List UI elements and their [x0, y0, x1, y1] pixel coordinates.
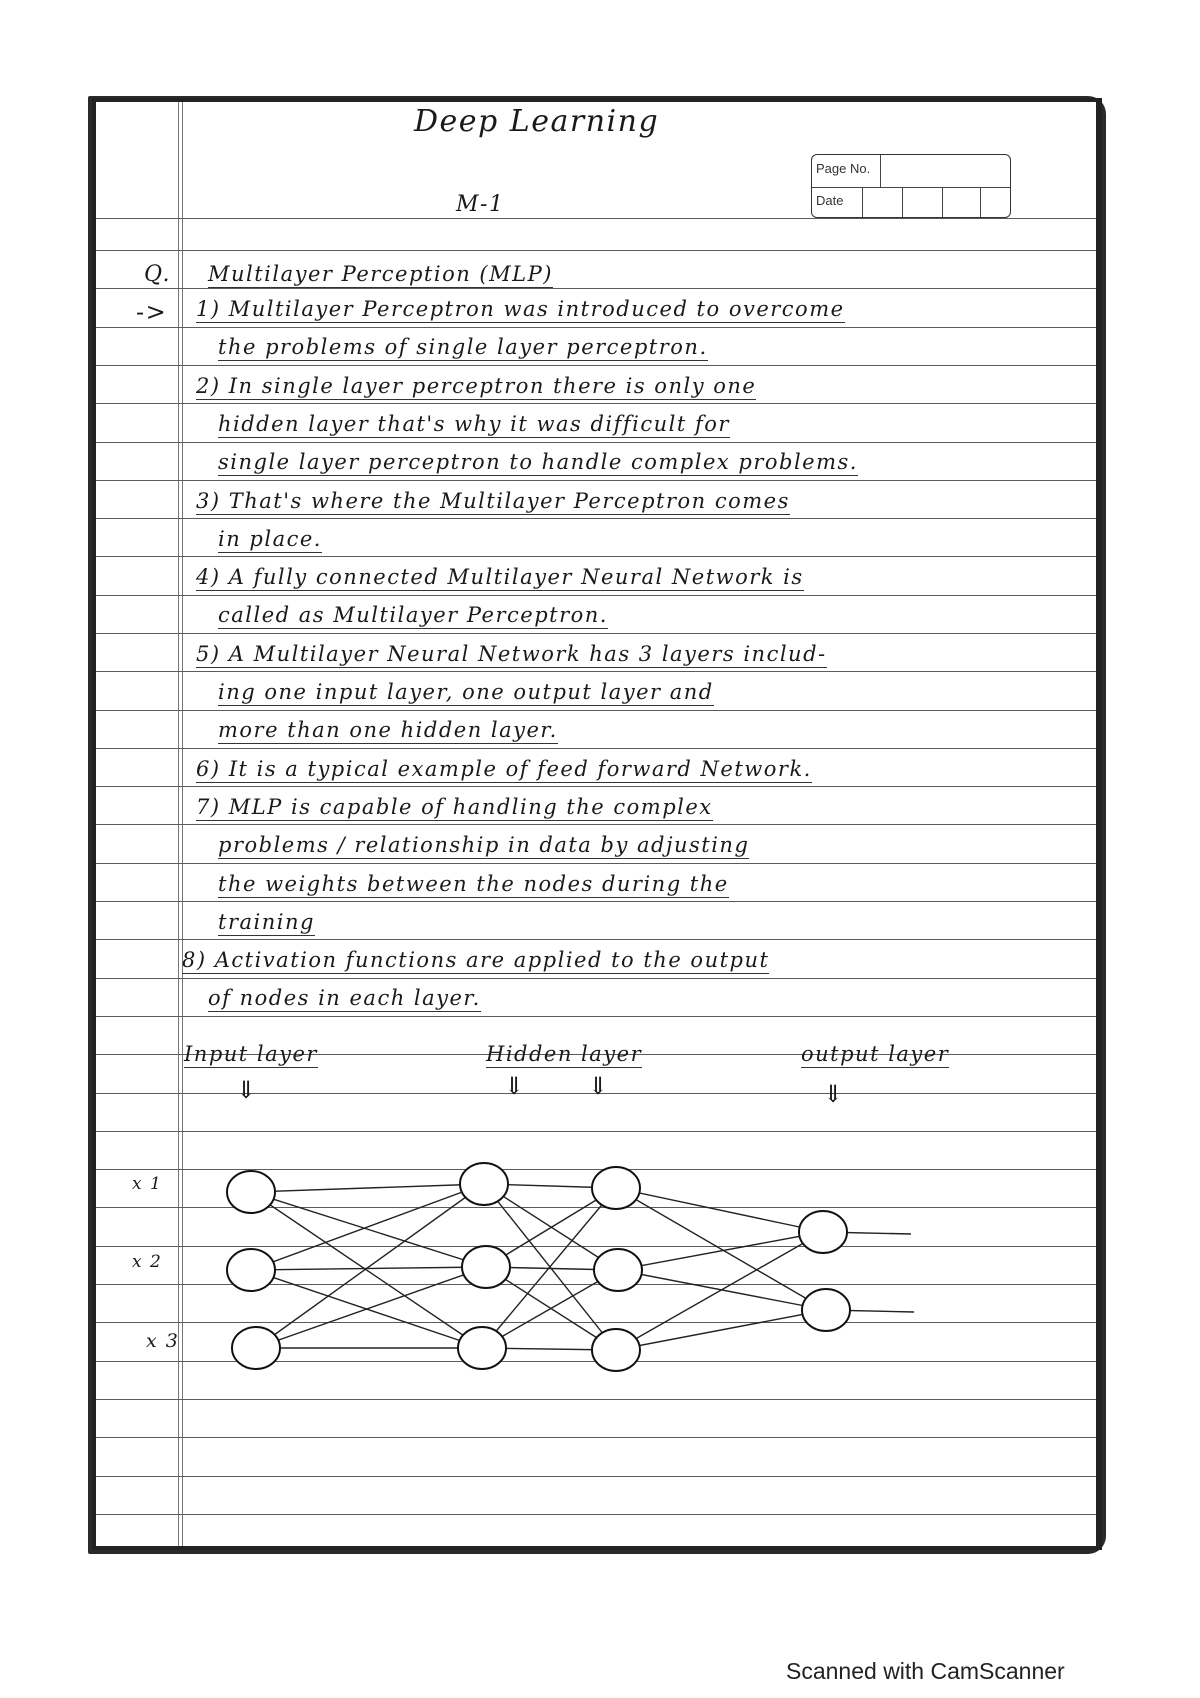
- network-drawing: [96, 1032, 1100, 1432]
- ruled-line: [96, 786, 1096, 787]
- hidden1-node: [458, 1327, 506, 1369]
- ruled-line: [96, 480, 1096, 481]
- ruled-line: [96, 1437, 1096, 1438]
- connection-hidden2-output: [616, 1310, 826, 1350]
- ruled-line: [96, 442, 1096, 443]
- hidden-layer-label: Hidden layer: [486, 1042, 643, 1066]
- answer-line: single layer perceptron to handle complex problems.: [218, 450, 858, 474]
- connection-hidden2-output: [618, 1232, 823, 1270]
- hidden2-node: [594, 1249, 642, 1291]
- connection-hidden2-output: [616, 1188, 823, 1232]
- ruled-line: [96, 671, 1096, 672]
- hidden1-node: [460, 1163, 508, 1205]
- module-label: M-1: [456, 192, 505, 217]
- answer-line: 2) In single layer perceptron there is only one: [196, 374, 757, 398]
- hidden1-node: [462, 1246, 510, 1288]
- question-heading: Multilayer Perception (MLP): [208, 262, 553, 286]
- answer-line: the problems of single layer perceptron.: [218, 335, 708, 359]
- mlp-diagram: [96, 1032, 1100, 1432]
- input-layer-label: Input layer: [184, 1042, 318, 1066]
- ruled-line: [96, 1476, 1096, 1477]
- output-arrow: ⇓: [823, 1080, 845, 1108]
- answer-line: called as Multilayer Perceptron.: [218, 603, 608, 627]
- ruled-line: [96, 1016, 1096, 1017]
- answer-line: hidden layer that's why it was difficult for: [218, 412, 730, 436]
- output-node: [799, 1211, 847, 1253]
- answer-line: more than one hidden layer.: [218, 718, 558, 742]
- answer-line: 4) A fully connected Multilayer Neural Network is: [196, 565, 804, 589]
- hidden2-node: [592, 1329, 640, 1371]
- ruled-line: [96, 863, 1096, 864]
- input-node: [227, 1249, 275, 1291]
- hidden-arrow-2: ⇓: [588, 1072, 610, 1100]
- ruled-line: [96, 556, 1096, 557]
- input-label-x1: x 1: [132, 1174, 163, 1194]
- input-node: [232, 1327, 280, 1369]
- ruled-line: [96, 748, 1096, 749]
- answer-line: training: [218, 910, 315, 934]
- answer-marker: ->: [136, 298, 168, 326]
- hidden2-node: [592, 1167, 640, 1209]
- answer-line: ing one input layer, one output layer and: [218, 680, 714, 704]
- connection-input-hidden1: [251, 1184, 484, 1192]
- ruled-line: [96, 288, 1096, 289]
- ruled-line: [96, 939, 1096, 940]
- page-title: Deep Learning: [414, 104, 660, 139]
- ruled-line: [96, 595, 1096, 596]
- ruled-line: [96, 250, 1096, 251]
- answer-line: 8) Activation functions are applied to the output: [182, 948, 770, 972]
- connection-input-hidden1: [256, 1184, 484, 1348]
- ruled-line: [96, 365, 1096, 366]
- answer-line: problems / relationship in data by adjusting: [218, 833, 750, 857]
- ruled-line: [96, 403, 1096, 404]
- answer-line: in place.: [218, 527, 322, 551]
- input-node: [227, 1171, 275, 1213]
- output-layer-label: output layer: [801, 1042, 950, 1066]
- input-label-x3: x 3: [146, 1330, 180, 1352]
- date-label: Date: [816, 193, 844, 208]
- input-arrow: ⇓: [236, 1076, 258, 1104]
- answer-line: 7) MLP is capable of handling the complex: [196, 795, 713, 819]
- page-no-label: Page No.: [816, 161, 871, 176]
- ruled-line: [96, 710, 1096, 711]
- connection-input-hidden1: [256, 1267, 486, 1348]
- connection-input-hidden1: [251, 1192, 486, 1267]
- answer-line: 3) That's where the Multilayer Perceptron comes: [196, 489, 790, 513]
- ruled-line: [96, 824, 1096, 825]
- connection-input-hidden1: [251, 1184, 484, 1270]
- answer-line: of nodes in each layer.: [208, 986, 481, 1010]
- answer-line: 5) A Multilayer Neural Network has 3 layers includ-: [196, 642, 827, 666]
- answer-line: the weights between the nodes during the: [218, 872, 729, 896]
- camscanner-watermark: Scanned with CamScanner: [786, 1658, 1065, 1684]
- ruled-line: [96, 218, 1096, 219]
- answer-line: 1) Multilayer Perceptron was introduced to overcome: [196, 297, 845, 321]
- page-number-box: [811, 154, 1011, 218]
- ruled-line: [96, 518, 1096, 519]
- ruled-line: [96, 901, 1096, 902]
- ruled-line: [96, 1514, 1096, 1515]
- answer-line: 6) It is a typical example of feed forward Network.: [196, 757, 812, 781]
- ruled-line: [96, 327, 1096, 328]
- ruled-line: [96, 633, 1096, 634]
- hidden-arrow-1: ⇓: [504, 1072, 526, 1100]
- ruled-line: [96, 978, 1096, 979]
- question-marker: Q.: [144, 262, 171, 287]
- output-node: [802, 1289, 850, 1331]
- notebook-page: [92, 98, 1102, 1550]
- input-label-x2: x 2: [132, 1252, 163, 1272]
